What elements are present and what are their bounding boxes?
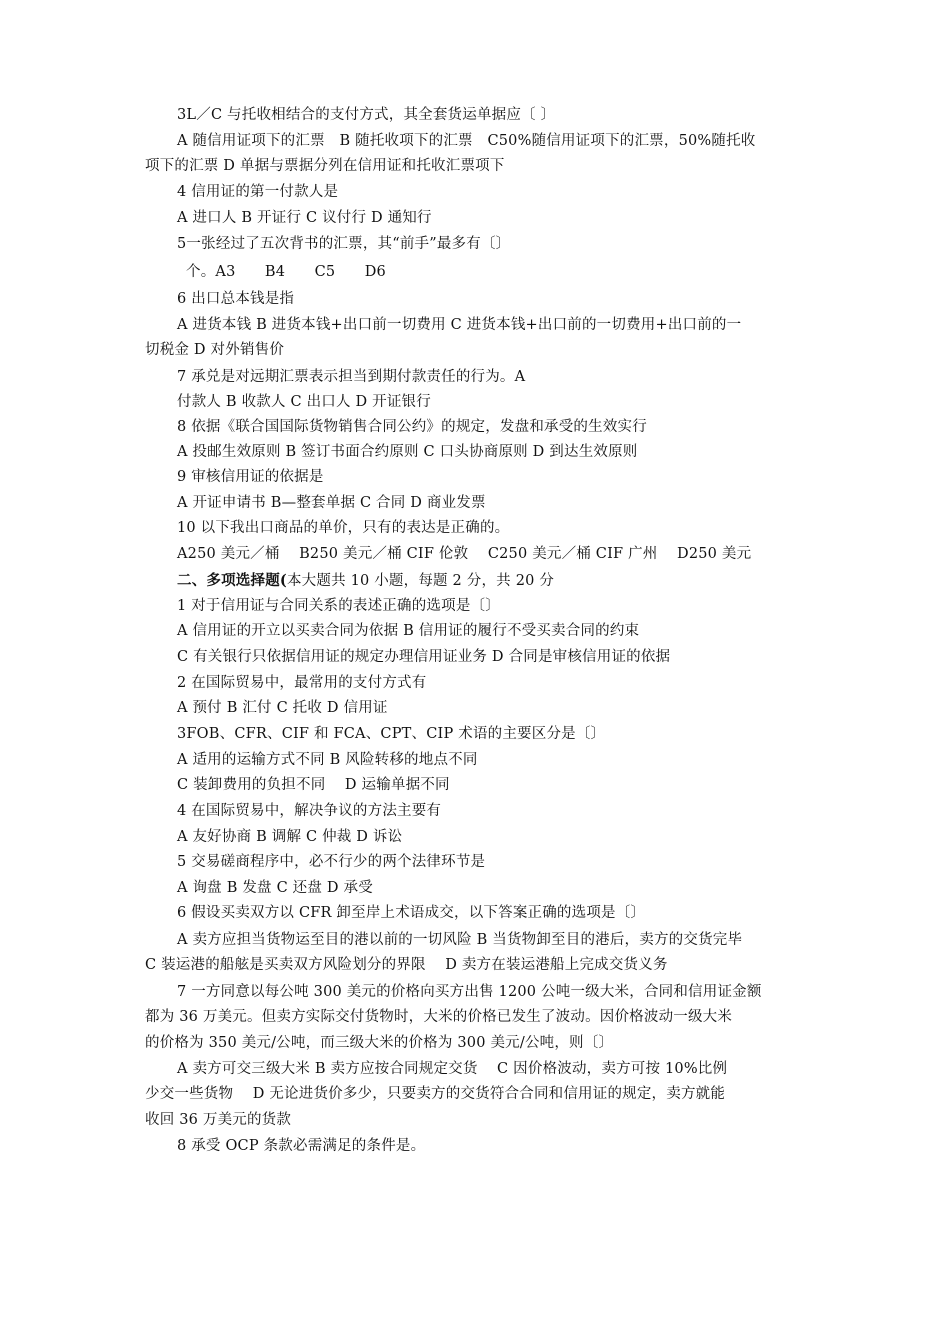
question-10-options: A250 美元／桶 B250 美元／桶 CIF 伦敦 C250 美元／桶 CIF 广州 D250 美元	[177, 546, 752, 562]
mc-question-8-stem: 8 承受 OCP 条款必需满足的条件是。	[177, 1138, 426, 1154]
question-10-stem: 10 以下我出口商品的单价，只有的表达是正确的。	[177, 520, 510, 536]
question-8-stem: 8 依据《联合国国际货物销售合同公约》的规定，发盘和承受的生效实行	[177, 419, 647, 435]
mc-question-7-stem-line-3: 的价格为 350 美元/公吨，而三级大米的价格为 300 美元/公吨，则〔〕	[145, 1035, 614, 1051]
question-7-options: 付款人 B 收款人 C 出口人 D 开证银行	[177, 394, 431, 410]
question-9-stem: 9 审核信用证的依据是	[177, 469, 324, 485]
mc-question-7-options-line-3: 收回 36 万美元的货款	[145, 1112, 292, 1128]
question-3-options-line-2: 项下的汇票 D 单据与票据分列在信用证和托收汇票项下	[145, 158, 505, 174]
mc-question-7-stem-line-2: 都为 36 万美元。但卖方实际交付货物时，大米的价格已发生了波动。因价格波动一级大米	[145, 1009, 733, 1025]
question-6-options-line-1: A 进货本钱 B 进货本钱+出口前一切费用 C 进货本钱+出口前的一切费用+出口前的一	[177, 317, 742, 333]
mc-question-3-options-line-1: A 适用的运输方式不同 B 风险转移的地点不同	[177, 752, 478, 768]
mc-question-3-options-line-2: C 装卸费用的负担不同 D 运输单据不同	[177, 777, 450, 793]
question-3-stem: 3L／C 与托收相结合的支付方式，其全套货运单据应〔 〕	[177, 107, 556, 123]
mc-question-7-options-line-2: 少交一些货物 D 无论进货价多少，只要卖方的交货符合合同和信用证的规定，卖方就能	[145, 1086, 726, 1102]
mc-question-5-options: A 询盘 B 发盘 C 还盘 D 承受	[177, 880, 373, 896]
section-heading-title: 二、多项选择题(	[177, 572, 287, 589]
mc-question-1-stem: 1 对于信用证与合同关系的表述正确的选项是〔〕	[177, 598, 500, 614]
question-4-options: A 进口人 B 开证行 C 议付行 D 通知行	[177, 210, 432, 226]
mc-question-6-options-line-1: A 卖方应担当货物运至目的港以前的一切风险 B 当货物卸至目的港后，卖方的交货完毕	[177, 932, 743, 948]
mc-question-2-stem: 2 在国际贸易中，最常用的支付方式有	[177, 675, 427, 691]
mc-question-2-options: A 预付 B 汇付 C 托收 D 信用证	[177, 700, 388, 716]
question-7-stem: 7 承兑是对远期汇票表示担当到期付款责任的行为。A	[177, 369, 526, 385]
mc-question-3-stem: 3FOB、CFR、CIF 和 FCA、CPT、CIP 术语的主要区分是〔〕	[177, 726, 606, 742]
section-heading-multiple-choice	[177, 568, 847, 595]
question-6-options-line-2: 切税金 D 对外销售价	[145, 342, 285, 358]
question-6-stem: 6 出口总本钱是指	[177, 291, 295, 307]
mc-question-5-stem: 5 交易磋商程序中，必不行少的两个法律环节是	[177, 854, 486, 870]
question-5-options: 个。A3 B4 C5 D6	[186, 264, 386, 280]
question-4-stem: 4 信用证的第一付款人是	[177, 184, 339, 200]
mc-question-4-options: A 友好协商 B 调解 C 仲裁 D 诉讼	[177, 829, 403, 845]
question-9-options: A 开证申请书 B—整套单据 C 合同 D 商业发票	[177, 495, 486, 511]
section-heading-instructions: 本大题共 10 小题，每题 2 分，共 20 分	[286, 573, 555, 589]
mc-question-1-options-line-2: C 有关银行只依据信用证的规定办理信用证业务 D 合同是审核信用证的依据	[177, 649, 671, 665]
mc-question-1-options-line-1: A 信用证的开立以买卖合同为依据 B 信用证的履行不受买卖合同的约束	[177, 623, 640, 639]
question-5-stem: 5一张经过了五次背书的汇票，其“前手”最多有〔〕	[177, 236, 511, 252]
question-3-options-line-1: A 随信用证项下的汇票 B 随托收项下的汇票 C50%随信用证项下的汇票，50%随托收	[177, 133, 756, 149]
mc-question-7-stem-line-1: 7 一方同意以每公吨 300 美元的价格向买方出售 1200 公吨一级大米，合同和信用证金额	[177, 984, 762, 1000]
mc-question-7-options-line-1: A 卖方可交三级大米 B 卖方应按合同规定交货 C 因价格波动，卖方可按 10%比例	[177, 1061, 728, 1077]
question-8-options: A 投邮生效原则 B 签订书面合约原则 C 口头协商原则 D 到达生效原则	[177, 444, 638, 460]
mc-question-4-stem: 4 在国际贸易中，解决争议的方法主要有	[177, 803, 442, 819]
mc-question-6-options-line-2: C 装运港的船舷是买卖双方风险划分的界限 D 卖方在装运港船上完成交货义务	[145, 957, 668, 973]
mc-question-6-stem: 6 假设买卖双方以 CFR 卸至岸上术语成交，以下答案正确的选项是〔〕	[177, 905, 646, 921]
